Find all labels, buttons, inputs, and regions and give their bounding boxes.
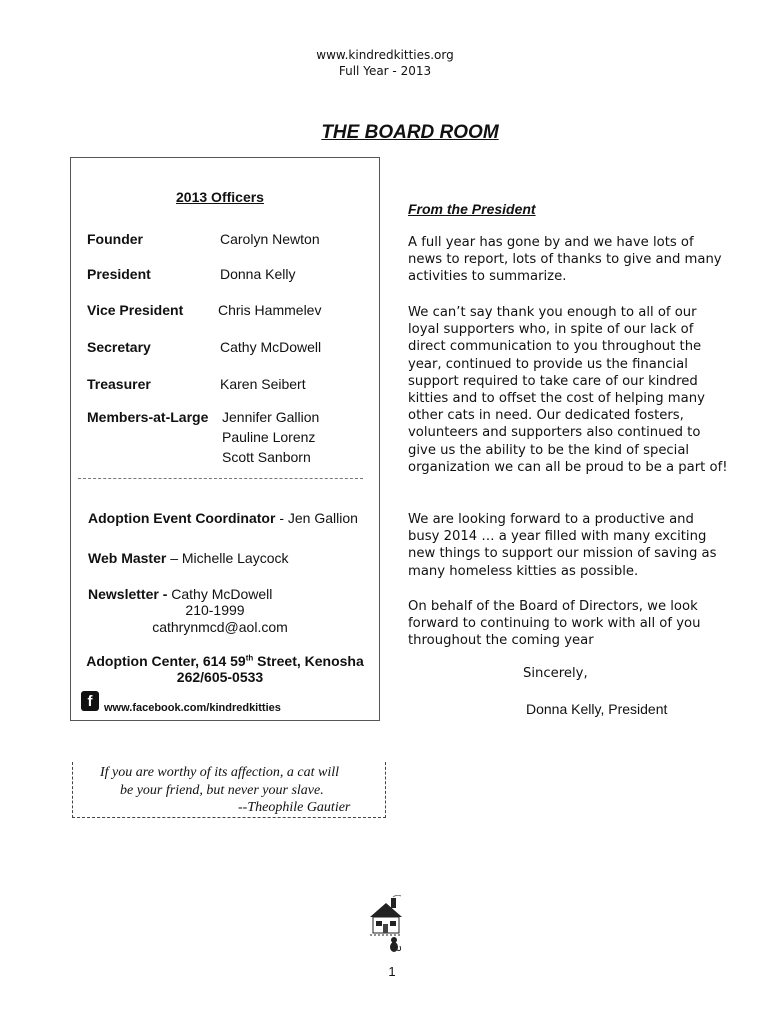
president-paragraph-4: On behalf of the Board of Directors, we look forward to continuing to work with all of you throughout the coming year (408, 599, 701, 649)
adoption-coordinator-label: Adoption Event Coordinator (88, 510, 276, 526)
issue-label: Full Year - 2013 (338, 64, 432, 78)
page-number: 1 (388, 964, 396, 979)
name-treasurer: Karen Seibert (220, 376, 306, 392)
president-heading: From the President (408, 201, 536, 217)
role-vice-president: Vice President (87, 302, 184, 318)
address-superscript: th (245, 653, 254, 663)
member-3: Scott Sanborn (222, 449, 311, 465)
adoption-coordinator-name: - Jen Gallion (275, 510, 358, 526)
name-founder: Carolyn Newton (220, 231, 320, 247)
divider (78, 478, 363, 479)
website-url: www.kindredkitties.org (316, 48, 454, 62)
adoption-center-phone: 262/605-0533 (176, 669, 264, 685)
role-members-at-large: Members-at-Large (87, 409, 209, 425)
president-paragraph-3: We are looking forward to a productive and busy 2014 … a year filled with many exciting new things to support our mission of saving as many homeless kitties as possible. (408, 512, 717, 579)
name-vice-president: Chris Hammelev (218, 302, 322, 318)
signature: Donna Kelly, President (526, 701, 668, 717)
adoption-coordinator (88, 510, 358, 526)
member-2: Pauline Lorenz (222, 429, 316, 445)
newsletter-email[interactable]: cathrynmcd@aol.com (152, 619, 288, 635)
quote-line-1: If you are worthy of its affection, a cat will (100, 765, 340, 780)
name-president: Donna Kelly (220, 266, 296, 282)
address-street: Street, Kenosha (253, 653, 364, 669)
newsletter-name: Cathy McDowell (171, 586, 273, 602)
address-text: Adoption Center, 614 59 (86, 653, 246, 669)
adoption-center-address (70, 653, 380, 669)
role-secretary: Secretary (87, 339, 151, 355)
facebook-icon[interactable]: f (81, 691, 99, 711)
quote-line-2: be your friend, but never your slave. (120, 783, 324, 798)
closing: Sincerely, (523, 666, 588, 681)
web-master (88, 550, 289, 566)
president-paragraph-1: A full year has gone by and we have lots of news to report, lots of thanks to give and many activities to summarize. (408, 235, 722, 285)
president-paragraph-2: We can’t say thank you enough to all of our loyal supporters who, in spite of our lack of direct communication to you throughout the year, continued to provide us the financial support required to take care of our kindred kitties and to offset the cost of helping many other cats in need. Our dedicated fosters, volunteers and supporters also continued to give us the ability to be the kind of special organization we can all be proud to be a part of! (408, 305, 728, 475)
role-founder: Founder (87, 231, 143, 247)
web-master-name: – Michelle Laycock (166, 550, 289, 566)
page-title: THE BOARD ROOM (321, 122, 499, 143)
quote-author: --Theophile Gautier (238, 800, 351, 815)
web-master-label: Web Master (88, 550, 167, 566)
newsletter (88, 586, 272, 602)
role-treasurer: Treasurer (87, 376, 151, 392)
officers-heading: 2013 Officers (176, 189, 264, 205)
house-cat-icon (366, 895, 406, 955)
newsletter-phone: 210-1999 (185, 602, 245, 618)
facebook-link[interactable]: www.facebook.com/kindredkitties (104, 702, 281, 714)
role-president: President (87, 266, 151, 282)
member-1: Jennifer Gallion (222, 409, 320, 425)
name-secretary: Cathy McDowell (220, 339, 322, 355)
newsletter-label: Newsletter - (88, 586, 172, 602)
